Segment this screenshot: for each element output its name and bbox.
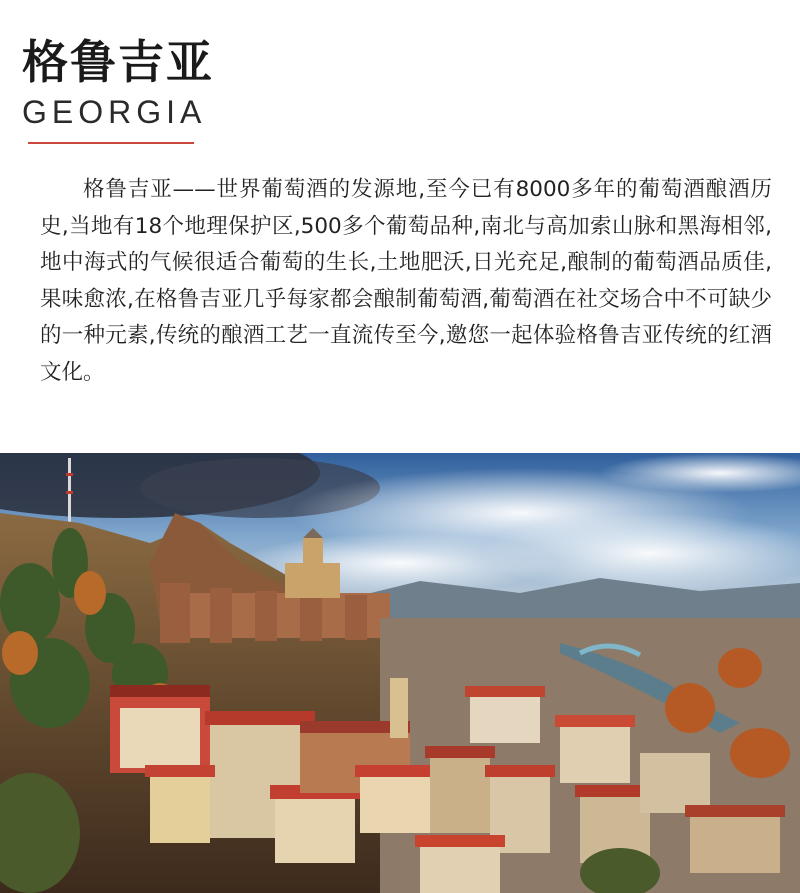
page-subtitle: GEORGIA [22,94,207,130]
page-title: 格鲁吉亚 [22,35,214,89]
title-underline [28,142,194,144]
page-header [22,36,214,131]
city-panorama-photo [0,453,800,893]
intro-paragraph: 格鲁吉亚——世界葡萄酒的发源地,至今已有8000多年的葡萄酒酿酒历史,当地有18个地理保护区,500多个葡萄品种,南北与高加索山脉和黑海相邻,地中海式的气候很适合葡萄的生长,土地肥沃,日光充足,酿制的葡萄酒品质佳,果味愈浓,在格鲁吉亚几乎每家都会酿制葡萄酒,葡萄酒在社交场合中不可缺少的一种元素,传统的酿酒工艺一直流传至今,邀您一起体验格鲁吉亚传统的红酒文化。 [40,177,772,385]
